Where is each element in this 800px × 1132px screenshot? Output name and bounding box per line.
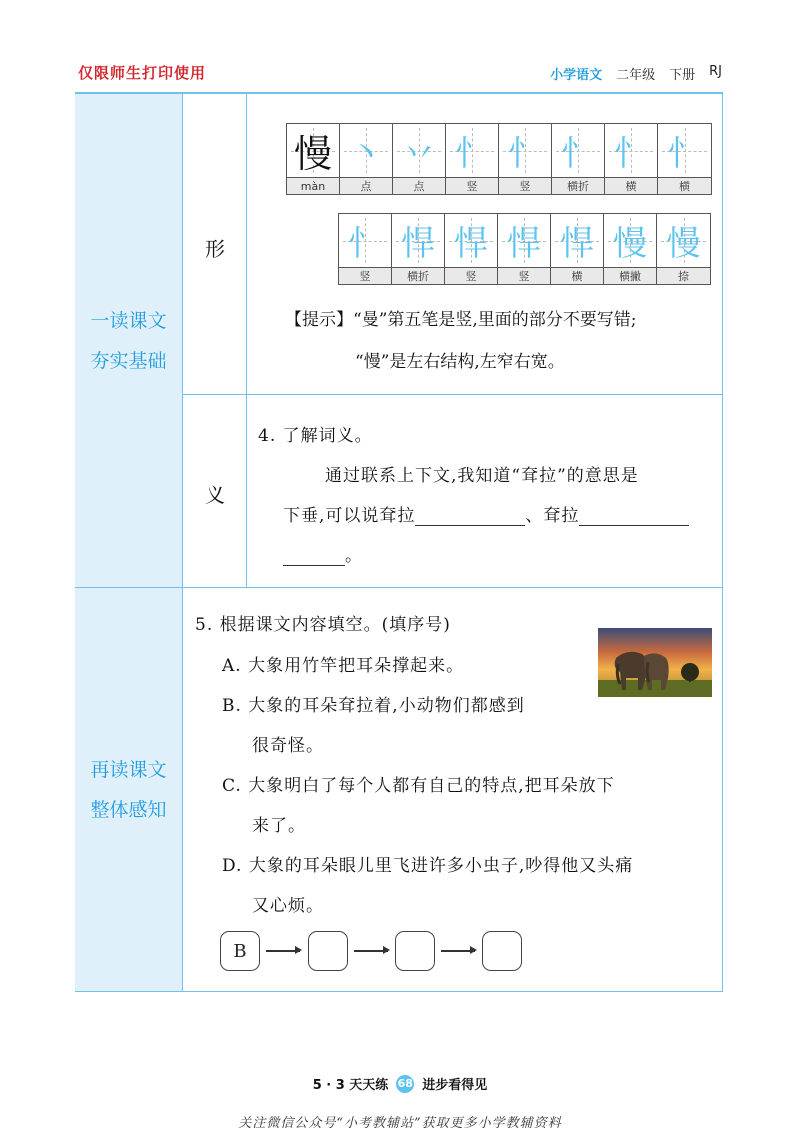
stroke-glyph: 忄: [508, 134, 542, 174]
stroke-name: 竖: [499, 177, 551, 194]
credit-line: 关注微信公众号“小考教辅站”获取更多小学教辅资料: [238, 1116, 562, 1131]
q4-text: 、耷拉: [525, 506, 580, 526]
page-number: 68: [396, 1075, 414, 1093]
sublabel-divider: [246, 94, 247, 587]
stroke-glyph: 忄: [455, 134, 489, 174]
order-box-4[interactable]: [482, 931, 522, 971]
stroke-name: 横: [605, 177, 657, 194]
stroke-name: 竖: [445, 267, 497, 284]
stroke-glyph: 悍: [507, 224, 541, 264]
q4-text: 下垂,可以说耷拉: [283, 506, 416, 526]
section-label-line: 再读课文: [90, 758, 167, 781]
page-footer: [0, 1074, 800, 1093]
order-box-1: B: [220, 931, 260, 971]
section-label-basics: [75, 94, 183, 587]
stroke-name: 竖: [339, 267, 391, 284]
tip-line-1: 【提示】“曼”第五笔是竖,里面的部分不要写错;: [285, 310, 637, 330]
stroke-cell: [445, 214, 498, 284]
stroke-cell: [552, 124, 605, 194]
section-label-line: 夯实基础: [90, 349, 167, 372]
q4-line-2: [283, 501, 689, 526]
stroke-cell: [392, 214, 445, 284]
stroke-name: 竖: [498, 267, 550, 284]
stroke-name: 横撇: [604, 267, 656, 284]
option-b: B. 大象的耳朵耷拉着,小动物们都感到: [222, 696, 525, 716]
option-c-cont: 来了。: [252, 816, 306, 836]
stroke-cell: [605, 124, 658, 194]
answer-blank[interactable]: [283, 565, 345, 566]
q4-title: 4. 了解词义。: [258, 426, 373, 446]
stroke-glyph: 忄: [614, 134, 648, 174]
meaning-label: 义: [205, 483, 225, 507]
stroke-glyph: 丶: [349, 134, 383, 174]
stroke-name: 横折: [392, 267, 444, 284]
book-info: [550, 64, 722, 83]
stroke-cell: [446, 124, 499, 194]
arrow-icon: [266, 950, 300, 952]
edition: RJ: [709, 64, 722, 79]
stroke-glyph: 慢: [666, 224, 701, 264]
stroke-name: 竖: [446, 177, 498, 194]
stroke-name: 横折: [552, 177, 604, 194]
stroke-name: 点: [340, 177, 392, 194]
grade: 二年级: [616, 68, 656, 83]
character: 慢: [293, 132, 332, 176]
stroke-glyph: 悍: [401, 224, 435, 264]
answer-blank[interactable]: [415, 525, 525, 526]
section-divider: [75, 587, 723, 588]
option-b-cont: 很奇怪。: [252, 736, 324, 756]
option-c: C. 大象明白了每个人都有自己的特点,把耳朵放下: [222, 776, 615, 796]
stroke-name: 横: [658, 177, 711, 194]
stroke-cell: [339, 214, 392, 284]
form-meaning-divider: [183, 394, 723, 395]
char-cell: [287, 124, 340, 194]
stroke-cell: [499, 124, 552, 194]
stroke-glyph: 忄: [348, 224, 382, 264]
stroke-order-row-2: [338, 213, 711, 285]
stroke-cell: [340, 124, 393, 194]
pinyin: màn: [287, 177, 339, 194]
q4-line-1: 通过联系上下文,我知道“耷拉”的意思是: [325, 466, 639, 486]
stroke-glyph: 悍: [560, 224, 594, 264]
print-notice: 仅限师生打印使用: [78, 64, 207, 82]
brand: 5 · 3 天天练: [312, 1078, 389, 1093]
stroke-cell: [551, 214, 604, 284]
section-label-line: 整体感知: [90, 798, 167, 821]
option-d-cont: 又心烦。: [252, 896, 324, 916]
stroke-glyph: 丷: [402, 134, 436, 174]
slogan: 进步看得见: [422, 1078, 488, 1093]
option-a: A. 大象用竹竿把耳朵撑起来。: [222, 656, 465, 676]
stroke-cell: [604, 214, 657, 284]
stroke-name: 横: [551, 267, 603, 284]
stroke-name: 点: [393, 177, 445, 194]
answer-blank[interactable]: [579, 525, 689, 526]
stroke-glyph: 慢: [613, 224, 647, 264]
order-box-2[interactable]: [308, 931, 348, 971]
q5-title: 5. 根据课文内容填空。(填序号): [195, 615, 451, 635]
subject: 小学语文: [550, 68, 603, 83]
stroke-cell: [658, 124, 711, 194]
stroke-glyph: 忄: [561, 134, 595, 174]
stroke-glyph: 悍: [454, 224, 488, 264]
arrow-icon: [354, 950, 388, 952]
elephant-photo: [598, 628, 712, 697]
stroke-cell: [498, 214, 551, 284]
stroke-name: 捺: [657, 267, 710, 284]
form-label: 形: [205, 237, 225, 261]
stroke-order-row-1: [286, 123, 712, 195]
section-label-overview: [75, 588, 183, 991]
order-box-3[interactable]: [395, 931, 435, 971]
option-d: D. 大象的耳朵眼儿里飞进许多小虫子,吵得他又头痛: [222, 856, 634, 876]
q4-line-3: [283, 541, 363, 566]
tip-line-2: “慢”是左右结构,左窄右宽。: [355, 352, 565, 372]
q4-text: 。: [345, 546, 363, 566]
arrow-icon: [441, 950, 475, 952]
volume: 下册: [669, 68, 696, 83]
section-label-line: 一读课文: [90, 309, 167, 332]
stroke-cell: [393, 124, 446, 194]
stroke-cell: [657, 214, 710, 284]
stroke-glyph: 忄: [667, 134, 702, 174]
